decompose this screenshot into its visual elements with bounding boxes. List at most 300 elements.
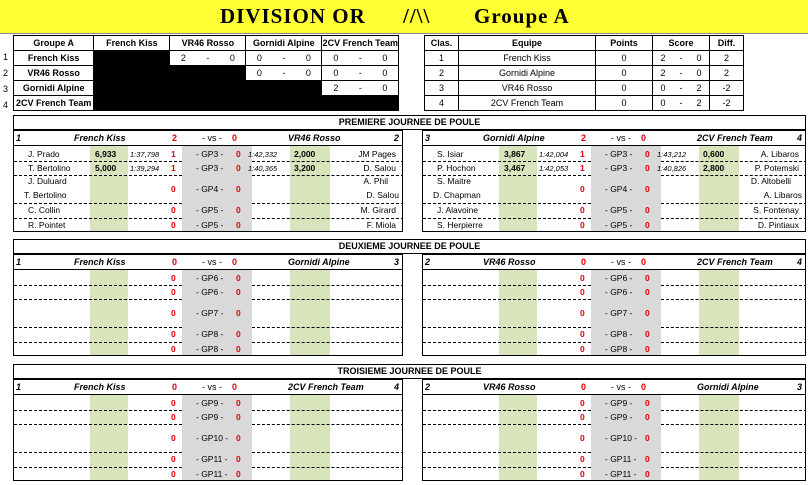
row-number: 3: [3, 84, 9, 94]
matrix-score-cell[interactable]: [246, 51, 322, 66]
right-driver: JM Pages: [358, 149, 396, 159]
left-driver-points: 6,933: [95, 149, 117, 159]
matrix-score-cell: [170, 96, 246, 111]
row-divider: [14, 342, 182, 343]
gp-label: - GP6 -: [605, 287, 633, 297]
score-for: 0: [660, 83, 666, 93]
score-home: 0: [256, 68, 262, 78]
left-gp-score: 0: [171, 433, 176, 443]
division-title: DIVISION OR: [220, 4, 366, 28]
standings-team: Gornidi Alpine: [459, 66, 596, 81]
score-away: 0: [382, 68, 388, 78]
matrix-score-cell: [170, 81, 246, 96]
right-gp-score: 0: [236, 469, 241, 479]
gp-label: - GP3 -: [196, 163, 224, 173]
right-gp-score: 0: [645, 412, 650, 422]
gp-label: - GP3 -: [605, 149, 633, 159]
score-for: 2: [660, 68, 666, 78]
row-divider: [14, 327, 182, 328]
right-gp-score: 0: [236, 184, 241, 194]
right-team-number: 4: [393, 382, 399, 392]
left-gp-score: 0: [171, 273, 176, 283]
row-divider: [661, 285, 806, 286]
standings-points: 0: [596, 66, 653, 81]
gp-label: - GP8 -: [605, 329, 633, 339]
gp-label: - GP8 -: [605, 344, 633, 354]
right-driver-points: 0,600: [703, 149, 725, 159]
standings-row: [425, 66, 744, 81]
row-divider: [423, 424, 591, 425]
matrix-score-cell[interactable]: [246, 66, 322, 81]
gp-label: - GP7 -: [196, 308, 224, 318]
left-gp-score: 0: [171, 412, 176, 422]
score-home: 2: [180, 53, 186, 63]
score-home: 0: [333, 53, 339, 63]
right-gp-score: 0: [645, 308, 650, 318]
right-gp-score: 0: [236, 433, 241, 443]
score-sep: -: [282, 53, 286, 63]
vs-label: - vs -: [202, 257, 222, 267]
left-team-number: 1: [16, 382, 22, 392]
matrix-team-name: 2CV French Team: [14, 96, 94, 111]
right-gp-score: 0: [645, 205, 650, 215]
results-matrix-table: [13, 35, 399, 111]
matrix-header-cell: 2CV French Team: [322, 36, 399, 51]
row-divider: [423, 285, 591, 286]
score-against: 2: [696, 98, 702, 108]
right-driver: S. Fontenay: [753, 205, 799, 215]
left-gp-score: 0: [171, 454, 176, 464]
right-driver-points: 3,200: [294, 163, 316, 173]
right-lap-time: 1:40,365: [248, 164, 278, 173]
score-away: 0: [382, 53, 388, 63]
left-gp-score: 0: [580, 412, 585, 422]
row-divider: [661, 424, 806, 425]
matrix-team-name: French Kiss: [14, 51, 94, 66]
gp-label: - GP4 -: [605, 184, 633, 194]
left-team-score: 0: [581, 382, 587, 392]
right-gp-score: 0: [236, 344, 241, 354]
left-driver: S. Isiar: [437, 149, 464, 159]
left-gp-score: 1: [580, 163, 585, 173]
section-title: PREMIERE JOURNEE DE POULE: [13, 115, 806, 130]
match-header: [423, 255, 805, 270]
left-team-name: French Kiss: [74, 133, 126, 143]
standings-score: [653, 81, 710, 96]
gp-label: - GP11 -: [196, 454, 228, 464]
left-driver: J. Prado: [28, 149, 60, 159]
right-gp-score: 0: [236, 398, 241, 408]
standings-header-cell: Equipe: [459, 36, 596, 51]
row-divider: [423, 203, 591, 204]
standings-header-cell: Points: [596, 36, 653, 51]
left-team-number: 1: [16, 133, 22, 143]
right-team-score: 0: [641, 133, 647, 143]
row-divider: [14, 203, 182, 204]
score-home: 0: [333, 68, 339, 78]
left-driver: J. Alavoine: [437, 205, 479, 215]
matrix-score-cell: [246, 96, 322, 111]
match-header: [423, 131, 805, 146]
right-team-name: 2CV French Team: [697, 133, 773, 143]
gp-label: - GP8 -: [196, 329, 224, 339]
left-gp-score: 0: [171, 184, 176, 194]
left-driver: J. Duluard: [28, 176, 67, 186]
left-gp-score: 0: [580, 329, 585, 339]
score-sep: -: [679, 83, 683, 93]
right-gp-score: 0: [645, 149, 650, 159]
matrix-score-cell[interactable]: [322, 51, 399, 66]
right-lap-time: 1:42,332: [248, 150, 278, 159]
left-team-number: 2: [425, 382, 431, 392]
match-box: [13, 254, 403, 356]
gp-label: - GP5 -: [605, 220, 633, 230]
left-gp-score: 1: [171, 163, 176, 173]
score-away: 0: [305, 68, 311, 78]
gp-label: - GP10 -: [196, 433, 229, 443]
right-driver: F. Miola: [366, 220, 396, 230]
standings-diff: -2: [710, 81, 744, 96]
matrix-score-cell: [170, 66, 246, 81]
left-gp-score: 0: [171, 308, 176, 318]
standings-table-grid: [424, 35, 744, 111]
matrix-score-cell[interactable]: [322, 81, 399, 96]
row-divider: [661, 452, 806, 453]
right-team-number: 4: [796, 257, 802, 267]
right-driver-points: 2,800: [703, 163, 725, 173]
left-team-score: 2: [581, 133, 587, 143]
row-divider: [14, 299, 182, 300]
standings-team: VR46 Rosso: [459, 81, 596, 96]
row-divider: [14, 467, 182, 468]
gp-label: - GP6 -: [196, 287, 224, 297]
right-lap-time: 1:40,826: [657, 164, 687, 173]
matrix-score-cell: [94, 51, 170, 66]
right-gp-score: 0: [645, 329, 650, 339]
matrix-row: [14, 96, 399, 111]
right-driver: D. Salou: [363, 163, 396, 173]
matrix-row: [14, 81, 399, 96]
section-title: TROISIEME JOURNEE DE POULE: [13, 364, 806, 379]
standings-score: [653, 96, 710, 111]
row-divider: [661, 342, 806, 343]
standings-rank: 2: [425, 66, 459, 81]
match-header: [14, 380, 402, 395]
left-driver: D. Chapman: [433, 190, 481, 200]
right-driver: A. Libaros: [760, 149, 799, 159]
gp-label: - GP9 -: [196, 398, 224, 408]
left-driver-points: 3,867: [504, 149, 526, 159]
title-banner: [0, 0, 808, 34]
left-gp-score: 0: [580, 433, 585, 443]
left-points-column: [499, 395, 537, 481]
score-against: 0: [696, 68, 702, 78]
gp-label: - GP3 -: [605, 163, 633, 173]
match-box: [422, 130, 806, 232]
matrix-score-cell: [94, 96, 170, 111]
gp-label: - GP8 -: [196, 344, 224, 354]
row-divider: [423, 410, 591, 411]
gp-label: - GP5 -: [605, 205, 633, 215]
left-gp-score: 0: [171, 398, 176, 408]
standings-rank: 1: [425, 51, 459, 66]
standings-points: 0: [596, 96, 653, 111]
row-divider: [661, 410, 806, 411]
standings-row: [425, 96, 744, 111]
right-team-number: 3: [393, 257, 399, 267]
left-points-column: [90, 395, 128, 481]
row-divider: [423, 452, 591, 453]
right-gp-score: 0: [645, 184, 650, 194]
right-points-column: [699, 270, 739, 356]
row-number: 4: [3, 100, 9, 110]
standings-diff: 2: [710, 66, 744, 81]
matrix-header-cell: French Kiss: [94, 36, 170, 51]
right-gp-score: 0: [236, 149, 241, 159]
right-gp-score: 0: [236, 205, 241, 215]
gp-label: - GP4 -: [196, 184, 224, 194]
section-title: DEUXIEME JOURNEE DE POULE: [13, 239, 806, 254]
matrix-team-name: VR46 Rosso: [14, 66, 94, 81]
row-divider: [252, 299, 403, 300]
right-driver-points: 2,000: [294, 149, 316, 159]
left-gp-score: 0: [171, 220, 176, 230]
standings-row: [425, 81, 744, 96]
row-divider: [423, 161, 591, 162]
left-driver: C. Collin: [28, 205, 61, 215]
right-team-name: Gornidi Alpine: [697, 382, 759, 392]
group-title: Groupe A: [474, 4, 570, 28]
row-divider: [252, 424, 403, 425]
left-team-name: French Kiss: [74, 382, 126, 392]
left-team-name: VR46 Rosso: [483, 382, 536, 392]
right-gp-score: 0: [645, 433, 650, 443]
right-team-number: 2: [393, 133, 399, 143]
standings-header-cell: Score: [653, 36, 710, 51]
right-gp-score: 0: [645, 454, 650, 464]
gp-label: - GP10 -: [605, 433, 638, 443]
gp-label: - GP7 -: [605, 308, 633, 318]
vs-label: - vs -: [202, 133, 222, 143]
left-lap-time: 1:39,294: [130, 164, 160, 173]
left-gp-score: 0: [580, 308, 585, 318]
right-driver: D. Salou: [366, 190, 399, 200]
standings-score: [653, 66, 710, 81]
score-away: 0: [382, 83, 388, 93]
right-gp-score: 0: [645, 273, 650, 283]
match-box: [422, 254, 806, 356]
row-divider: [252, 285, 403, 286]
gp-label: - GP11 -: [605, 469, 637, 479]
right-driver: A. Phil: [363, 176, 388, 186]
match-header: [423, 380, 805, 395]
row-divider: [423, 327, 591, 328]
match-header: [14, 255, 402, 270]
left-gp-score: 0: [171, 469, 176, 479]
score-sep: -: [679, 53, 683, 63]
left-gp-score: 1: [171, 149, 176, 159]
matrix-score-cell: [246, 81, 322, 96]
right-points-column: [699, 395, 739, 481]
right-team-name: 2CV French Team: [288, 382, 364, 392]
right-team-number: 3: [796, 382, 802, 392]
row-divider: [252, 161, 403, 162]
left-team-name: VR46 Rosso: [483, 257, 536, 267]
score-for: 2: [660, 53, 666, 63]
right-driver: M. Girard: [360, 205, 396, 215]
right-team-score: 0: [641, 257, 647, 267]
gp-label: - GP5 -: [196, 220, 224, 230]
standings-points: 0: [596, 81, 653, 96]
left-points-column: [499, 270, 537, 356]
row-divider: [661, 467, 806, 468]
right-gp-score: 0: [645, 469, 650, 479]
score-against: 2: [696, 83, 702, 93]
left-driver: S. Herpierre: [437, 220, 483, 230]
vs-label: - vs -: [611, 133, 631, 143]
gp-label: - GP5 -: [196, 205, 224, 215]
right-gp-score: 0: [236, 273, 241, 283]
row-divider: [252, 452, 403, 453]
right-gp-score: 0: [236, 412, 241, 422]
right-points-column: [290, 270, 330, 356]
gp-label: - GP11 -: [605, 454, 637, 464]
row-number: 2: [3, 68, 9, 78]
vs-label: - vs -: [611, 257, 631, 267]
row-divider: [423, 342, 591, 343]
left-team-score: 0: [581, 257, 587, 267]
left-driver-points: 5,000: [95, 163, 117, 173]
left-gp-score: 0: [580, 273, 585, 283]
separator-glyph: //\\: [403, 4, 431, 28]
standings-rank: 4: [425, 96, 459, 111]
score-sep: -: [358, 83, 362, 93]
left-gp-score: 0: [171, 287, 176, 297]
left-team-name: French Kiss: [74, 257, 126, 267]
left-gp-score: 1: [580, 149, 585, 159]
score-for: 0: [660, 98, 666, 108]
right-driver: A. Libaros: [763, 190, 802, 200]
row-number: 1: [3, 52, 9, 62]
standings-diff: -2: [710, 96, 744, 111]
matrix-score-cell: [94, 81, 170, 96]
row-divider: [252, 327, 403, 328]
matrix-score-cell[interactable]: [170, 51, 246, 66]
right-team-score: 0: [232, 133, 238, 143]
left-lap-time: 1:42,053: [539, 164, 569, 173]
left-gp-score: 0: [580, 454, 585, 464]
row-divider: [14, 285, 182, 286]
left-lap-time: 1:37,798: [130, 150, 160, 159]
left-gp-score: 0: [580, 398, 585, 408]
score-sep: -: [282, 68, 286, 78]
left-points-column: [90, 270, 128, 356]
matrix-header-cell: VR46 Rosso: [170, 36, 246, 51]
score-home: 0: [256, 53, 262, 63]
standings-team: 2CV French Team: [459, 96, 596, 111]
right-gp-score: 0: [645, 220, 650, 230]
right-gp-score: 0: [645, 344, 650, 354]
row-divider: [252, 467, 403, 468]
left-team-name: Gornidi Alpine: [483, 133, 545, 143]
right-team-score: 0: [232, 257, 238, 267]
row-divider: [14, 218, 182, 219]
left-gp-score: 0: [580, 220, 585, 230]
score-away: 0: [229, 53, 235, 63]
left-driver: P. Hochon: [437, 163, 476, 173]
left-driver: S. Maitre: [437, 176, 472, 186]
row-divider: [252, 203, 403, 204]
row-divider: [252, 410, 403, 411]
left-gp-score: 0: [580, 205, 585, 215]
standings-header-cell: Clas.: [425, 36, 459, 51]
left-team-score: 0: [172, 257, 178, 267]
right-gp-score: 0: [645, 398, 650, 408]
right-gp-score: 0: [236, 287, 241, 297]
left-driver: T. Bertolino: [28, 163, 71, 173]
right-driver: D. Pintiaux: [757, 220, 799, 230]
right-lap-time: 1:43,212: [657, 150, 687, 159]
left-driver-points: 3,467: [504, 163, 526, 173]
score-sep: -: [206, 53, 210, 63]
score-away: 0: [305, 53, 311, 63]
row-divider: [14, 410, 182, 411]
matrix-header-cell: Groupe A: [14, 36, 94, 51]
gp-label: - GP11 -: [196, 469, 228, 479]
gp-label: - GP6 -: [605, 273, 633, 283]
right-gp-score: 0: [645, 287, 650, 297]
row-divider: [661, 299, 806, 300]
left-team-score: 2: [172, 133, 178, 143]
gp-label: - GP3 -: [196, 149, 224, 159]
right-points-column: [290, 395, 330, 481]
row-divider: [252, 218, 403, 219]
row-divider: [14, 424, 182, 425]
right-driver: P. Potemski: [754, 163, 799, 173]
matrix-score-cell[interactable]: [322, 66, 399, 81]
row-divider: [661, 161, 806, 162]
row-divider: [14, 452, 182, 453]
match-header: [14, 131, 402, 146]
left-gp-score: 0: [171, 329, 176, 339]
score-sep: -: [358, 68, 362, 78]
matrix-team-name: Gornidi Alpine: [14, 81, 94, 96]
left-team-score: 0: [172, 382, 178, 392]
gp-label: - GP9 -: [605, 398, 633, 408]
matrix-row: [14, 66, 399, 81]
right-team-name: Gornidi Alpine: [288, 257, 350, 267]
matrix-header-cell: Gornidi Alpine: [246, 36, 322, 51]
score-sep: -: [679, 98, 683, 108]
standings-team: French Kiss: [459, 51, 596, 66]
vs-label: - vs -: [202, 382, 222, 392]
left-team-number: 3: [425, 133, 431, 143]
row-divider: [14, 161, 182, 162]
row-divider: [661, 218, 806, 219]
standings-score: [653, 51, 710, 66]
left-driver: T. Bertolino: [24, 190, 67, 200]
match-box: [422, 379, 806, 481]
row-divider: [661, 327, 806, 328]
left-gp-score: 0: [580, 344, 585, 354]
right-gp-score: 0: [236, 329, 241, 339]
right-gp-score: 0: [236, 454, 241, 464]
match-box: [13, 379, 403, 481]
vs-label: - vs -: [611, 382, 631, 392]
matrix-score-cell: [94, 66, 170, 81]
row-divider: [423, 218, 591, 219]
right-team-name: VR46 Rosso: [288, 133, 341, 143]
